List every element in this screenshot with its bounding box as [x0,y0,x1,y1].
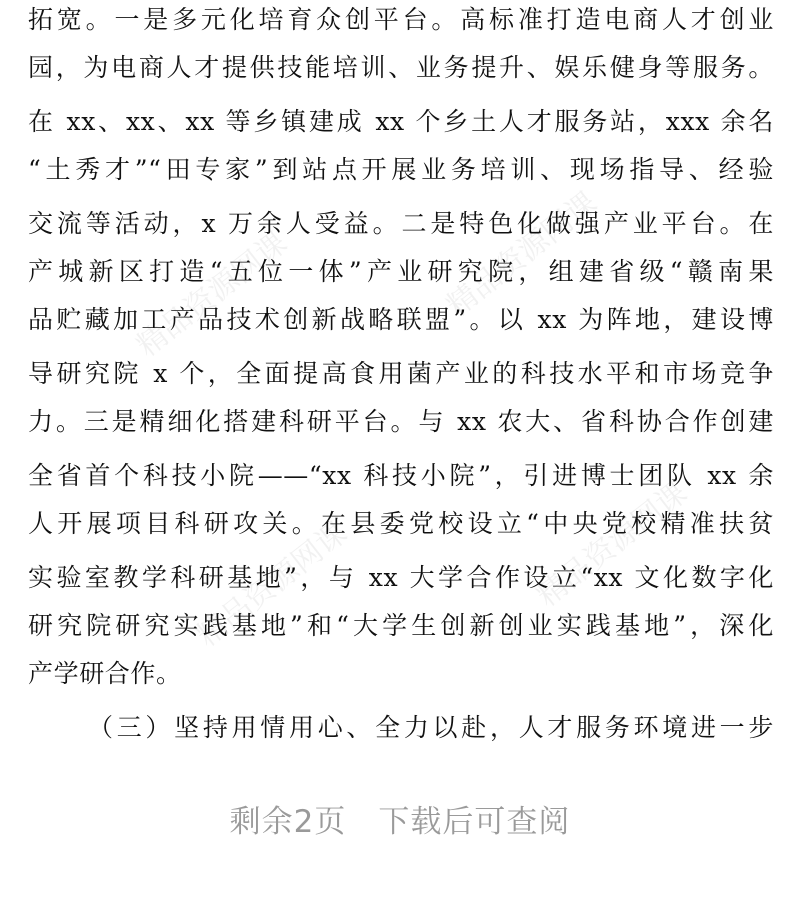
text-line-6: 产城新区打造“五位一体”产业研究院，组建省级“赣南果 [28,257,774,286]
text-line-3: 在 xx、xx、xx 等乡镇建成 xx 个乡土人才服务站，xxx 余名 [28,107,774,136]
text-line-10: 全省首个科技小院——“xx 科技小院”，引进博士团队 xx 余 [28,461,774,490]
text-line-2: 园，为电商人才提供技能培训、业务提升、娱乐健身等服务。 [28,53,774,82]
text-line-7: 品贮藏加工产品技术创新战略联盟”。以 xx 为阵地，建设博 [28,305,774,334]
watermark-3: 精品资源网课 [190,515,354,654]
section-heading: （三）坚持用情用心、全力以赴，人才服务环境进一步 [88,713,774,742]
watermark-4: 精品资源网课 [530,475,694,614]
text-line-4: “土秀才”“田专家”到站点开展业务培训、现场指导、经验 [28,155,774,184]
text-line-12: 实验室教学科研基地”，与 xx 大学合作设立“xx 文化数字化 [28,563,774,592]
text-line-13: 研究院研究实践基地”和“大学生创新创业实践基地”，深化 [28,611,774,640]
watermark-2: 精品资源网课 [440,185,604,324]
watermark-1: 精品资源网课 [130,225,294,364]
text-line-5: 交流等活动，x 万余人受益。二是特色化做强产业平台。在 [28,209,774,238]
remaining-pages-notice[interactable]: 剩余2页 下载后可查阅 [229,804,571,840]
text-line-14: 产学研合作。 [28,659,182,688]
text-line-8: 导研究院 x 个，全面提高食用菌产业的科技水平和市场竞争 [28,359,774,388]
text-line-11: 人开展项目科研攻关。在县委党校设立“中央党校精准扶贫 [28,509,774,538]
text-line-9: 力。三是精细化搭建科研平台。与 xx 农大、省科协合作创建 [28,407,774,436]
text-line-1: 拓宽。一是多元化培育众创平台。高标准打造电商人才创业 [28,5,774,34]
